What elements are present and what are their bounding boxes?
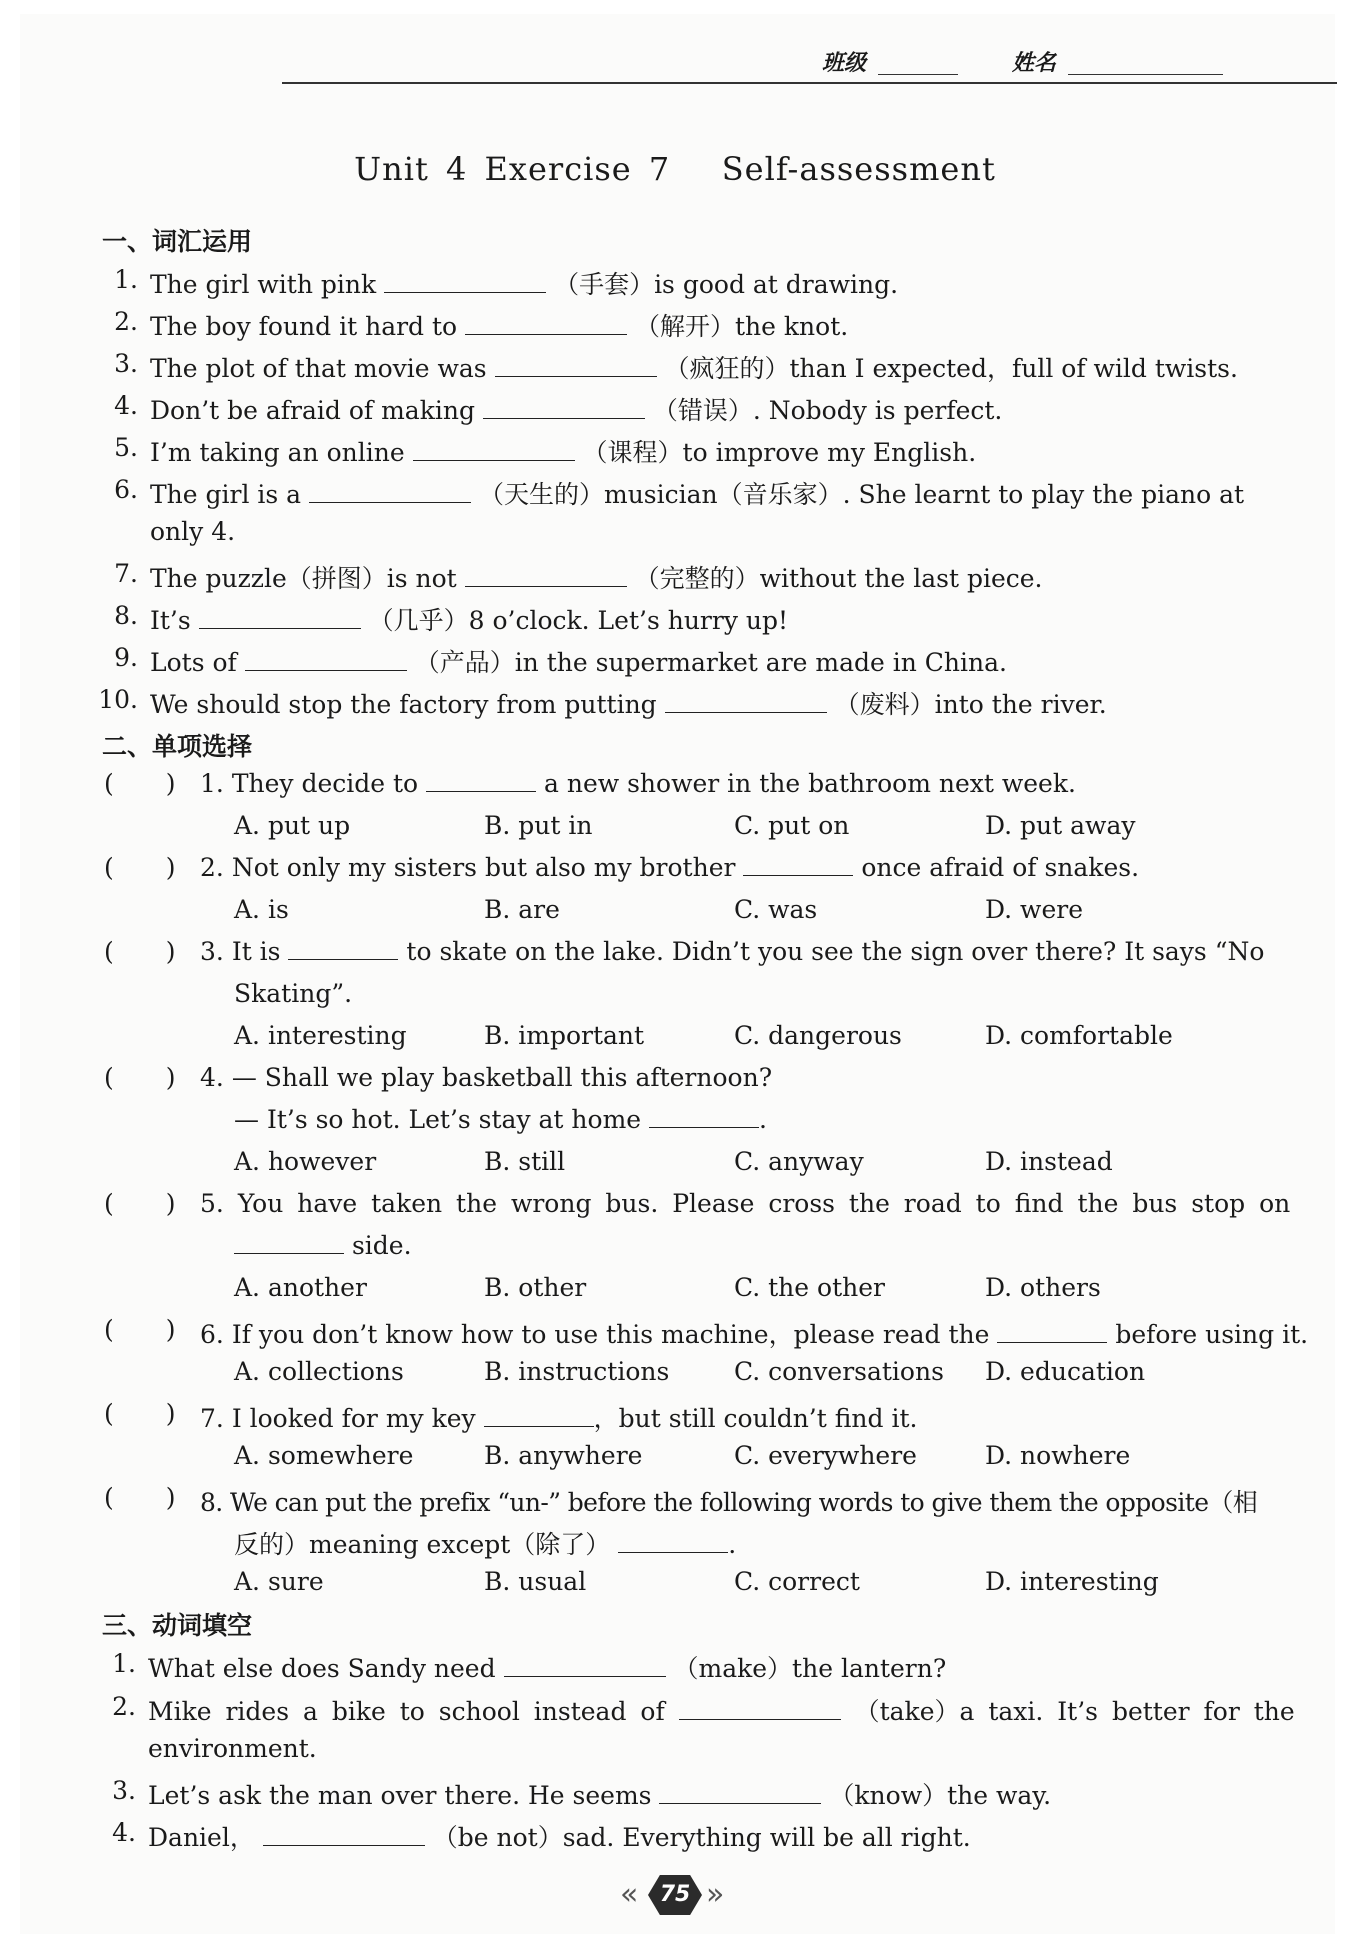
option-d: D. education (985, 1357, 1146, 1386)
answer-bracket[interactable]: ( ) (104, 937, 176, 966)
vocab-item-9: Lots of （产品）in the supermarket are made in China. (150, 648, 1007, 677)
option-a: A. sure (234, 1567, 324, 1596)
option-d: D. instead (985, 1147, 1113, 1176)
option-c: C. dangerous (734, 1021, 902, 1050)
verb-item-2: Mike rides a bike to school instead of （take）a taxi. It’s better for the (148, 1697, 1295, 1726)
mc-question-7: 7. I looked for my key ，but still couldn’t find it. (200, 1404, 918, 1433)
option-c: C. anyway (734, 1147, 864, 1176)
item-number: 10. (98, 685, 138, 714)
section-heading-multiple-choice: 二、单项选择 (102, 732, 253, 761)
option-b: B. important (484, 1021, 645, 1050)
answer-blank[interactable] (413, 438, 575, 461)
mc-question-1: 1. They decide to a new shower in the bathroom next week. (200, 769, 1076, 798)
answer-blank (743, 853, 853, 876)
item-number: 7. (114, 559, 138, 588)
page-number-badge (620, 1873, 730, 1917)
item-number: 4. (114, 391, 138, 420)
option-c: C. everywhere (734, 1441, 917, 1470)
answer-blank[interactable] (199, 606, 361, 629)
name-label: 姓名 (1012, 50, 1057, 76)
verb-item-3: Let’s ask the man over there. He seems （know）the way. (148, 1781, 1052, 1810)
chevron-right-icon: » (706, 1877, 725, 1912)
option-b: B. put in (484, 811, 593, 840)
answer-bracket[interactable]: ( ) (104, 853, 176, 882)
mc-question-4-continued: — It’s so hot. Let’s stay at home . (234, 1105, 767, 1134)
worksheet-page (20, 14, 1335, 1934)
item-number: 5. (114, 433, 138, 462)
header-rule (282, 82, 1337, 84)
answer-blank[interactable] (659, 1781, 821, 1804)
answer-bracket[interactable]: ( ) (104, 1063, 176, 1092)
mc-question-4: 4. — Shall we play basketball this afternoon? (200, 1063, 773, 1092)
verb-item-2-continued: environment. (148, 1734, 317, 1763)
option-b: B. instructions (484, 1357, 670, 1386)
student-info-header (800, 42, 1300, 82)
page-number: 75 (659, 1882, 691, 1907)
option-d: D. put away (985, 811, 1136, 840)
section-heading-verb-fill: 三、动词填空 (102, 1611, 253, 1640)
option-d: D. were (985, 895, 1083, 924)
answer-blank (426, 769, 536, 792)
mc-question-2: 2. Not only my sisters but also my brother once afraid of snakes. (200, 853, 1140, 882)
answer-blank (484, 1404, 594, 1427)
option-b: B. still (484, 1147, 566, 1176)
item-number: 1. (114, 265, 138, 294)
answer-blank[interactable] (309, 480, 471, 503)
answer-blank[interactable] (465, 564, 627, 587)
vocab-item-2: The boy found it hard to （解开）the knot. (150, 312, 849, 341)
mc-question-8-continued: 反的）meaning except（除了） . (234, 1530, 737, 1559)
item-number: 6. (114, 475, 138, 504)
verb-item-1: What else does Sandy need （make）the lantern? (148, 1654, 947, 1683)
chevron-left-icon: « (620, 1877, 639, 1912)
vocab-item-3: The plot of that movie was （疯狂的）than I expected，full of wild twists. (150, 354, 1238, 383)
name-field[interactable] (1068, 74, 1223, 75)
option-b: B. other (484, 1273, 587, 1302)
vocab-item-6-continued: only 4. (150, 517, 236, 546)
option-c: C. the other (734, 1273, 885, 1302)
vocab-item-5: I’m taking an online （课程）to improve my English. (150, 438, 977, 467)
answer-blank[interactable] (495, 354, 657, 377)
answer-bracket[interactable]: ( ) (104, 1399, 176, 1428)
option-d: D. nowhere (985, 1441, 1131, 1470)
option-b: B. anywhere (484, 1441, 643, 1470)
item-number: 3. (112, 1776, 136, 1805)
answer-blank (288, 937, 398, 960)
option-a: A. collections (234, 1357, 404, 1386)
option-a: A. another (234, 1273, 367, 1302)
option-a: A. however (234, 1147, 377, 1176)
answer-blank (234, 1231, 344, 1254)
option-c: C. was (734, 895, 818, 924)
answer-bracket[interactable]: ( ) (104, 1483, 176, 1512)
option-d: D. others (985, 1273, 1101, 1302)
item-number: 4. (112, 1818, 136, 1847)
vocab-item-8: It’s （几乎）8 o’clock. Let’s hurry up! (150, 606, 789, 635)
class-label: 班级 (822, 50, 867, 76)
option-a: A. is (234, 895, 289, 924)
mc-question-5-continued: side. (234, 1231, 412, 1260)
vocab-item-1: The girl with pink （手套）is good at drawing. (150, 270, 899, 299)
option-d: D. interesting (985, 1567, 1159, 1596)
answer-blank[interactable] (465, 312, 627, 335)
mc-question-3-continued: Skating”. (234, 979, 353, 1008)
answer-blank[interactable] (245, 648, 407, 671)
mc-question-3: 3. It is to skate on the lake. Didn’t you see the sign over there? It says “No (200, 937, 1265, 966)
item-number: 2. (114, 307, 138, 336)
item-number: 1. (112, 1649, 136, 1678)
vocab-item-7: The puzzle（拼图）is not （完整的）without the last piece. (150, 564, 1043, 593)
answer-blank[interactable] (384, 270, 546, 293)
answer-blank (649, 1105, 759, 1128)
option-d: D. comfortable (985, 1021, 1173, 1050)
answer-blank[interactable] (263, 1823, 425, 1846)
answer-bracket[interactable]: ( ) (104, 1315, 176, 1344)
vocab-item-6: The girl is a （天生的）musician（音乐家）. She learnt to play the piano at (150, 480, 1245, 509)
answer-blank[interactable] (504, 1654, 666, 1677)
option-b: B. usual (484, 1567, 587, 1596)
class-field[interactable] (878, 74, 958, 75)
option-c: C. correct (734, 1567, 860, 1596)
section-heading-vocabulary: 一、词汇运用 (102, 227, 253, 256)
item-number: 8. (114, 601, 138, 630)
mc-question-8: 8. We can put the prefix “un-” before the following words to give them the opposite（相 (200, 1488, 1258, 1517)
option-a: A. somewhere (234, 1441, 414, 1470)
item-number: 2. (112, 1692, 136, 1721)
option-b: B. are (484, 895, 560, 924)
page-title: Unit 4 Exercise 7 Self-assessment (354, 150, 996, 188)
verb-item-4: Daniel， （be not）sad. Everything will be all right. (148, 1823, 971, 1852)
option-c: C. conversations (734, 1357, 944, 1386)
item-number: 3. (114, 349, 138, 378)
option-a: A. put up (234, 811, 351, 840)
option-a: A. interesting (234, 1021, 407, 1050)
vocab-item-4: Don’t be afraid of making （错误）. Nobody is perfect. (150, 396, 1003, 425)
answer-bracket[interactable]: ( ) (104, 769, 176, 798)
mc-question-6: 6. If you don’t know how to use this machine，please read the before using it. (200, 1320, 1309, 1349)
mc-question-5: 5. You have taken the wrong bus. Please cross the road to find the bus stop on (200, 1189, 1291, 1218)
answer-bracket[interactable]: ( ) (104, 1189, 176, 1218)
vocab-item-10: We should stop the factory from putting （废料）into the river. (150, 690, 1107, 719)
option-c: C. put on (734, 811, 850, 840)
item-number: 9. (114, 643, 138, 672)
answer-blank (997, 1320, 1107, 1343)
answer-blank[interactable] (679, 1697, 841, 1720)
answer-blank[interactable] (483, 396, 645, 419)
answer-blank[interactable] (665, 690, 827, 713)
answer-blank (618, 1530, 728, 1553)
